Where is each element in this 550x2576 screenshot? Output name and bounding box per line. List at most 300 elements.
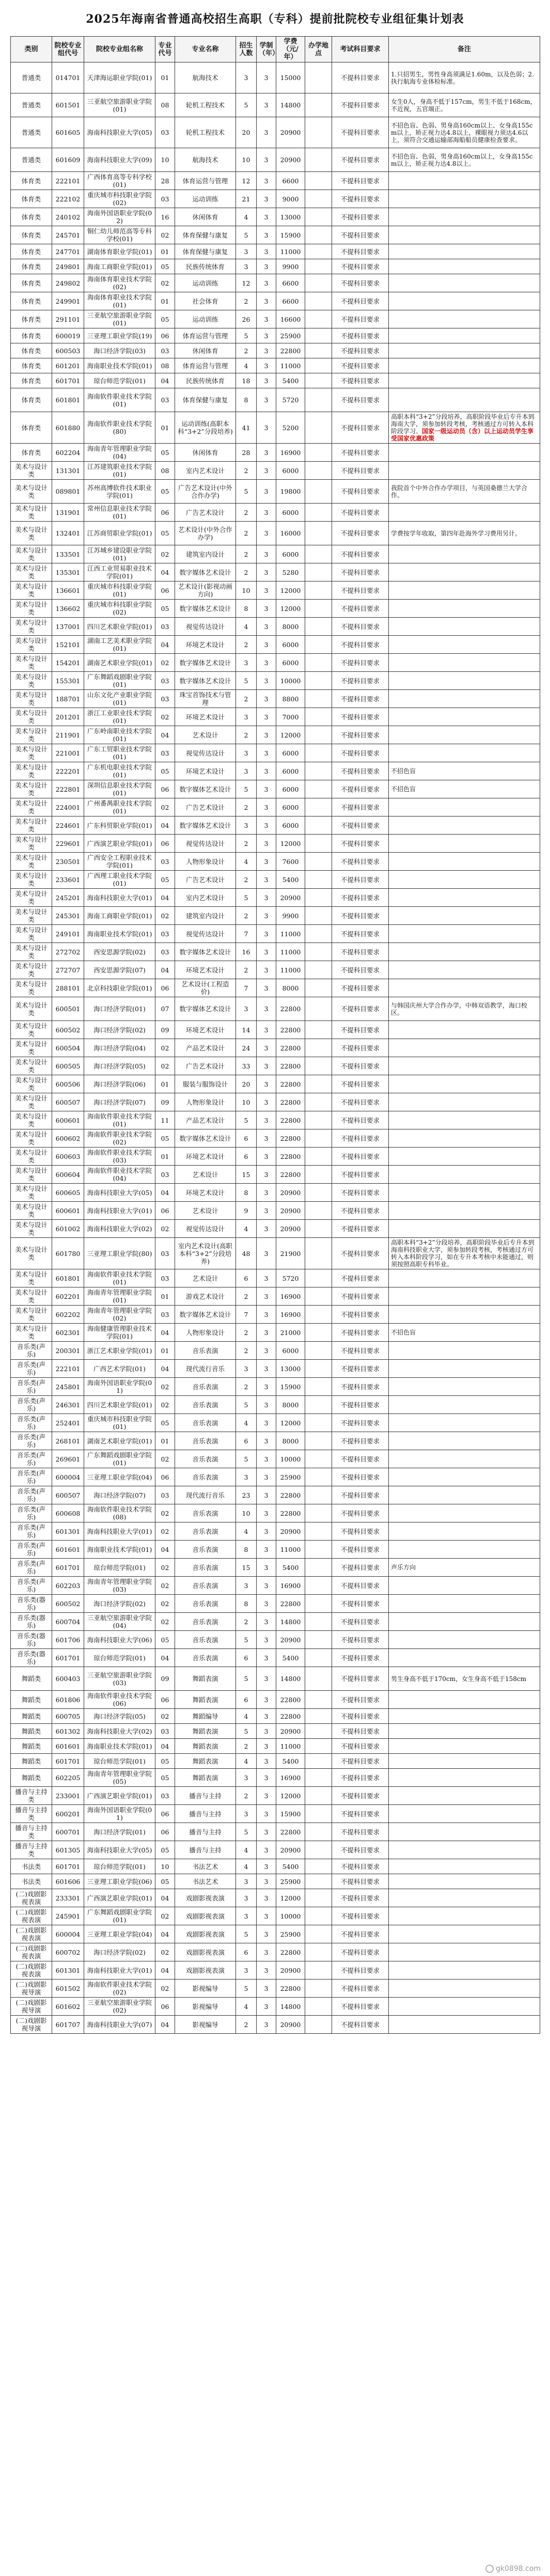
cell-subject-req: 不提科目要求	[332, 1342, 389, 1360]
cell-group-name: 苏州高博软件技术职业学院(01)	[84, 480, 155, 504]
cell-subject-req: 不提科目要求	[332, 744, 389, 762]
cell-group-code: 135301	[52, 563, 84, 582]
cell-group-code: 602301	[52, 1324, 84, 1342]
cell-location	[305, 1709, 332, 1724]
table-row	[11, 907, 540, 925]
cell-subject-req: 不提科目要求	[332, 1980, 389, 1998]
table-row	[11, 1841, 540, 1859]
cell-quota: 7	[236, 979, 257, 997]
cell-tuition: 6000	[276, 1342, 305, 1360]
cell-major-code: 04	[155, 1925, 175, 1943]
cell-major-name: 数字媒体艺术设计	[175, 997, 236, 1021]
cell-major-code: 02	[155, 1559, 175, 1577]
cell-remark	[389, 1649, 540, 1667]
cell-years: 3	[257, 1805, 276, 1823]
cell-location	[305, 871, 332, 889]
cell-years: 3	[257, 1889, 276, 1907]
cell-quota: 15	[236, 1166, 257, 1184]
cell-group-code: 233001	[52, 1787, 84, 1805]
table-row	[11, 1998, 540, 2016]
cell-group-code: 131901	[52, 504, 84, 522]
column-header: 办学地点	[305, 37, 332, 62]
cell-major-code: 08	[155, 462, 175, 480]
cell-major-code: 03	[155, 744, 175, 762]
cell-major-code: 06	[155, 835, 175, 853]
cell-major-code: 02	[155, 654, 175, 672]
cell-location	[305, 636, 332, 654]
cell-subject-req: 不提科目要求	[332, 563, 389, 582]
cell-group-name: 海南健康管理职业技术学院(01)	[84, 1324, 155, 1342]
table-row	[11, 744, 540, 762]
cell-quota: 3	[236, 816, 257, 835]
cell-group-name: 广西理工职业技术学院(01)	[84, 871, 155, 889]
cell-category: 美术与设计类	[11, 889, 52, 907]
cell-group-name: 四川艺术职业学院(01)	[84, 1396, 155, 1414]
cell-group-code: 601201	[52, 358, 84, 373]
cell-category: 体育类	[11, 358, 52, 373]
table-row	[11, 1269, 540, 1287]
cell-group-code: 600507	[52, 1093, 84, 1111]
cell-major-name: 体育运营与管理	[175, 358, 236, 373]
cell-major-name: 环境艺术设计	[175, 961, 236, 979]
cell-group-code: 224601	[52, 816, 84, 835]
cell-tuition: 5720	[276, 388, 305, 412]
cell-major-name: 音乐表演	[175, 1541, 236, 1559]
cell-quota: 3	[236, 1360, 257, 1378]
cell-tuition: 14800	[276, 1613, 305, 1631]
cell-years: 3	[257, 1823, 276, 1841]
cell-category: (二)戏剧影视表演	[11, 1961, 52, 1980]
cell-group-code: 601501	[52, 93, 84, 117]
cell-quota: 3	[236, 1769, 257, 1787]
cell-tuition: 22800	[276, 997, 305, 1021]
cell-years: 3	[257, 172, 276, 190]
cell-group-code: 601880	[52, 412, 84, 444]
cell-years: 3	[257, 961, 276, 979]
cell-major-code: 02	[155, 1522, 175, 1541]
cell-group-code: 601305	[52, 1841, 84, 1859]
cell-years: 3	[257, 373, 276, 388]
cell-tuition: 16900	[276, 1769, 305, 1787]
cell-years: 3	[257, 1943, 276, 1961]
cell-location	[305, 1943, 332, 1961]
cell-tuition: 25900	[276, 1468, 305, 1486]
cell-location	[305, 1577, 332, 1595]
cell-major-code: 02	[155, 226, 175, 244]
cell-major-name: 运动训练	[175, 310, 236, 328]
cell-location	[305, 190, 332, 208]
cell-group-code: 601780	[52, 1238, 84, 1269]
cell-location	[305, 1522, 332, 1541]
cell-tuition: 5400	[276, 1859, 305, 1874]
cell-tuition: 6000	[276, 462, 305, 480]
cell-major-name: 环境艺术设计	[175, 762, 236, 780]
cell-group-code: 601801	[52, 388, 84, 412]
cell-group-name: 海南软件职业技术学院(01)	[84, 388, 155, 412]
cell-tuition: 6600	[276, 274, 305, 292]
cell-group-code: 600602	[52, 1129, 84, 1148]
cell-remark	[389, 259, 540, 274]
cell-quota: 3	[236, 62, 257, 93]
cell-location	[305, 1649, 332, 1667]
table-row	[11, 1039, 540, 1057]
cell-category: 美术与设计类	[11, 1021, 52, 1039]
cell-group-name: 海南科技职业大学(01)	[84, 1961, 155, 1980]
cell-group-code: 602203	[52, 1577, 84, 1595]
cell-subject-req: 不提科目要求	[332, 1613, 389, 1631]
cell-major-name: 运动训练	[175, 190, 236, 208]
cell-location	[305, 835, 332, 853]
cell-location	[305, 1220, 332, 1238]
cell-tuition: 20900	[276, 1184, 305, 1202]
table-row	[11, 1787, 540, 1805]
cell-major-code: 02	[155, 1057, 175, 1075]
cell-subject-req: 不提科目要求	[332, 117, 389, 148]
cell-location	[305, 1021, 332, 1039]
cell-location	[305, 1823, 332, 1841]
cell-group-name: 广东科贸职业学院(01)	[84, 816, 155, 835]
cell-major-name: 室内艺术设计	[175, 889, 236, 907]
table-row	[11, 1874, 540, 1889]
cell-location	[305, 1057, 332, 1075]
cell-years: 3	[257, 1691, 276, 1709]
cell-major-code: 05	[155, 1754, 175, 1769]
cell-quota: 4	[236, 618, 257, 636]
table-row	[11, 654, 540, 672]
cell-quota: 4	[236, 358, 257, 373]
table-row	[11, 1360, 540, 1378]
cell-quota: 2	[236, 1613, 257, 1631]
cell-tuition: 6000	[276, 780, 305, 798]
cell-years: 3	[257, 1220, 276, 1238]
cell-quota: 3	[236, 708, 257, 726]
cell-group-name: 海南外国语职业学院(01)	[84, 1378, 155, 1396]
cell-location	[305, 1504, 332, 1522]
cell-major-name: 运动训练	[175, 274, 236, 292]
cell-major-code: 03	[155, 690, 175, 708]
cell-subject-req: 不提科目要求	[332, 1522, 389, 1541]
cell-group-name: 北京科技职业学院(01)	[84, 979, 155, 997]
cell-location	[305, 1961, 332, 1980]
cell-remark: 女生0人，身高不低于157cm，男生不低于168cm，不近视，五官端正。	[389, 93, 540, 117]
cell-quota: 5	[236, 672, 257, 690]
cell-major-code: 02	[155, 1613, 175, 1631]
cell-tuition: 22800	[276, 1111, 305, 1129]
cell-location	[305, 412, 332, 444]
cell-group-name: 海口经济学院(03)	[84, 343, 155, 358]
cell-group-name: 湖南工艺美术职业学院(01)	[84, 636, 155, 654]
cell-location	[305, 1360, 332, 1378]
column-header: 学制（年）	[257, 37, 276, 62]
cell-major-name: 广告艺术设计(中外合作办学)	[175, 480, 236, 504]
cell-group-name: 西安思源学院(07)	[84, 961, 155, 979]
cell-group-code: 245801	[52, 1378, 84, 1396]
cell-years: 3	[257, 292, 276, 310]
cell-group-code: 272702	[52, 943, 84, 961]
cell-years: 3	[257, 816, 276, 835]
cell-major-name: 环境艺术设计	[175, 1021, 236, 1039]
cell-tuition: 10000	[276, 1907, 305, 1925]
cell-major-name: 航海技术	[175, 148, 236, 172]
cell-remark	[389, 1468, 540, 1486]
cell-quota: 4	[236, 208, 257, 226]
cell-group-code: 600702	[52, 1943, 84, 1961]
cell-tuition: 7000	[276, 708, 305, 726]
cell-tuition: 22800	[276, 1486, 305, 1504]
cell-group-name: 湖南艺术职业学院(01)	[84, 654, 155, 672]
cell-subject-req: 不提科目要求	[332, 1559, 389, 1577]
cell-category: 体育类	[11, 190, 52, 208]
cell-subject-req: 不提科目要求	[332, 1202, 389, 1220]
cell-major-name: 数字媒体艺术设计	[175, 563, 236, 582]
cell-major-code: 02	[155, 274, 175, 292]
cell-category: 美术与设计类	[11, 582, 52, 600]
cell-subject-req: 不提科目要求	[332, 1287, 389, 1306]
cell-location	[305, 1805, 332, 1823]
cell-major-name: 视觉传达设计	[175, 744, 236, 762]
cell-category: 音乐类(声乐)	[11, 1342, 52, 1360]
cell-tuition: 22800	[276, 1057, 305, 1075]
cell-major-code: 06	[155, 504, 175, 522]
cell-years: 3	[257, 1129, 276, 1148]
cell-subject-req: 不提科目要求	[332, 1324, 389, 1342]
cell-location	[305, 358, 332, 373]
cell-category: 体育类	[11, 373, 52, 388]
cell-location	[305, 798, 332, 816]
cell-major-name: 播音与主持	[175, 1787, 236, 1805]
cell-major-name: 书法艺术	[175, 1859, 236, 1874]
cell-tuition: 6000	[276, 504, 305, 522]
cell-category: 美术与设计类	[11, 1202, 52, 1220]
cell-tuition: 22800	[276, 1943, 305, 1961]
cell-group-code: 601707	[52, 2016, 84, 2034]
table-row	[11, 1129, 540, 1148]
cell-subject-req: 不提科目要求	[332, 1754, 389, 1769]
table-row	[11, 172, 540, 190]
cell-group-code: 269601	[52, 1450, 84, 1468]
cell-category: 美术与设计类	[11, 545, 52, 563]
cell-category: 体育类	[11, 412, 52, 444]
cell-group-name: 海口经济学院(05)	[84, 1057, 155, 1075]
cell-remark	[389, 1166, 540, 1184]
cell-category: 美术与设计类	[11, 654, 52, 672]
cell-subject-req: 不提科目要求	[332, 835, 389, 853]
cell-category: 体育类	[11, 328, 52, 343]
cell-major-code: 01	[155, 1287, 175, 1306]
table-row	[11, 310, 540, 328]
cell-remark	[389, 582, 540, 600]
cell-subject-req: 不提科目要求	[332, 726, 389, 744]
cell-remark	[389, 1039, 540, 1057]
cell-years: 3	[257, 1432, 276, 1450]
cell-group-name: 海口经济学院(07)	[84, 1093, 155, 1111]
cell-major-name: 产品艺术设计	[175, 1039, 236, 1057]
cell-group-code: 221001	[52, 744, 84, 762]
cell-tuition: 5400	[276, 871, 305, 889]
cell-group-code: 014701	[52, 62, 84, 93]
cell-category: 音乐类(声乐)	[11, 1504, 52, 1522]
table-row	[11, 1486, 540, 1504]
cell-category: 播音与主持类	[11, 1787, 52, 1805]
cell-subject-req: 不提科目要求	[332, 1021, 389, 1039]
cell-category: 美术与设计类	[11, 744, 52, 762]
cell-years: 3	[257, 979, 276, 997]
cell-major-name: 广告艺术设计	[175, 871, 236, 889]
cell-group-name: 山东文化产业职业学院(01)	[84, 690, 155, 708]
cell-remark	[389, 816, 540, 835]
cell-remark	[389, 2016, 540, 2034]
cell-tuition: 22800	[276, 1166, 305, 1184]
cell-quota: 2	[236, 292, 257, 310]
cell-remark	[389, 563, 540, 582]
cell-remark	[389, 690, 540, 708]
cell-major-code: 02	[155, 1709, 175, 1724]
cell-remark	[389, 1306, 540, 1324]
cell-remark	[389, 1709, 540, 1724]
cell-major-code: 04	[155, 1184, 175, 1202]
cell-years: 3	[257, 208, 276, 226]
table-row	[11, 961, 540, 979]
cell-major-code: 02	[155, 907, 175, 925]
cell-category: 美术与设计类	[11, 563, 52, 582]
cell-quota: 3	[236, 1889, 257, 1907]
cell-group-name: 重庆城市科技职业学院(02)	[84, 600, 155, 618]
table-row	[11, 1450, 540, 1468]
cell-subject-req: 不提科目要求	[332, 762, 389, 780]
cell-subject-req: 不提科目要求	[332, 343, 389, 358]
cell-location	[305, 726, 332, 744]
cell-group-name: 海南职业技术学院(01)	[84, 925, 155, 943]
cell-years: 3	[257, 1414, 276, 1432]
cell-remark	[389, 1998, 540, 2016]
cell-group-code: 601301	[52, 1961, 84, 1980]
cell-subject-req: 不提科目要求	[332, 943, 389, 961]
cell-years: 3	[257, 93, 276, 117]
cell-years: 3	[257, 1769, 276, 1787]
cell-quota: 5	[236, 480, 257, 504]
cell-location	[305, 1754, 332, 1769]
cell-years: 3	[257, 412, 276, 444]
cell-years: 3	[257, 1907, 276, 1925]
cell-quota: 3	[236, 244, 257, 259]
cell-years: 3	[257, 1961, 276, 1980]
cell-group-code: 600504	[52, 1039, 84, 1057]
cell-tuition: 22800	[276, 1148, 305, 1166]
cell-category: 音乐类(声乐)	[11, 1396, 52, 1414]
cell-quota: 26	[236, 310, 257, 328]
table-row	[11, 1432, 540, 1450]
cell-quota: 5	[236, 780, 257, 798]
cell-group-code: 230501	[52, 853, 84, 871]
cell-tuition: 9900	[276, 907, 305, 925]
cell-years: 3	[257, 1709, 276, 1724]
remark-highlight: 国家一级运动员（含）以上运动员学生享受国家优惠政策	[391, 428, 534, 442]
cell-subject-req: 不提科目要求	[332, 1166, 389, 1184]
cell-years: 3	[257, 148, 276, 172]
table-row	[11, 1709, 540, 1724]
cell-major-name: 音乐表演	[175, 1414, 236, 1432]
cell-major-code: 07	[155, 997, 175, 1021]
cell-category: 美术与设计类	[11, 762, 52, 780]
cell-remark	[389, 618, 540, 636]
cell-remark	[389, 226, 540, 244]
cell-major-code: 02	[155, 1504, 175, 1522]
cell-tuition: 13000	[276, 1360, 305, 1378]
cell-group-name: 海南科技职业大学(01)	[84, 1522, 155, 1541]
cell-years: 3	[257, 1787, 276, 1805]
cell-group-name: 三亚航空旅游职业学院(01)	[84, 93, 155, 117]
table-row	[11, 1559, 540, 1577]
cell-major-name: 数字媒体艺术设计	[175, 672, 236, 690]
table-row	[11, 1754, 540, 1769]
cell-category: 音乐类(声乐)	[11, 1378, 52, 1396]
cell-subject-req: 不提科目要求	[332, 1486, 389, 1504]
cell-group-name: 海口经济学院(02)	[84, 1943, 155, 1961]
cell-group-code: 600501	[52, 997, 84, 1021]
cell-tuition: 20900	[276, 889, 305, 907]
cell-quota: 5	[236, 1450, 257, 1468]
cell-group-name: 重庆城市科技职业学院(01)	[84, 1414, 155, 1432]
cell-quota: 12	[236, 274, 257, 292]
cell-group-name: 浙江艺术职业学院(01)	[84, 1342, 155, 1360]
cell-remark	[389, 1360, 540, 1378]
cell-major-code: 02	[155, 708, 175, 726]
cell-quota: 6	[236, 1129, 257, 1148]
cell-tuition: 25900	[276, 1925, 305, 1943]
cell-tuition: 11000	[276, 961, 305, 979]
cell-major-code: 03	[155, 943, 175, 961]
cell-group-name: 海南软件职业技术学院(04)	[84, 1166, 155, 1184]
cell-major-name: 人物形象设计	[175, 1324, 236, 1342]
cell-group-code: 200301	[52, 1342, 84, 1360]
cell-group-name: 海南工商职业学院(01)	[84, 907, 155, 925]
cell-major-code: 04	[155, 2016, 175, 2034]
cell-major-name: 戏剧影视表演	[175, 1907, 236, 1925]
cell-category: 美术与设计类	[11, 1111, 52, 1129]
cell-quota: 4	[236, 1841, 257, 1859]
cell-category: (二)戏剧影视表演	[11, 1943, 52, 1961]
cell-remark	[389, 1522, 540, 1541]
cell-major-code: 04	[155, 889, 175, 907]
cell-subject-req: 不提科目要求	[332, 1667, 389, 1691]
cell-major-name: 音乐表演	[175, 1378, 236, 1396]
cell-subject-req: 不提科目要求	[332, 979, 389, 997]
cell-location	[305, 1787, 332, 1805]
cell-major-code: 02	[155, 1378, 175, 1396]
cell-location	[305, 62, 332, 93]
cell-major-name: 广告艺术设计	[175, 504, 236, 522]
cell-years: 3	[257, 780, 276, 798]
cell-tuition: 6000	[276, 654, 305, 672]
cell-category: 普通类	[11, 117, 52, 148]
cell-subject-req: 不提科目要求	[332, 1039, 389, 1057]
table-row	[11, 1504, 540, 1522]
cell-group-name: 三亚理工职业学院(04)	[84, 1468, 155, 1486]
cell-major-code: 05	[155, 1769, 175, 1787]
cell-quota: 2	[236, 1287, 257, 1306]
cell-category: 舞蹈类	[11, 1667, 52, 1691]
cell-tuition: 20900	[276, 1961, 305, 1980]
cell-major-code: 03	[155, 1306, 175, 1324]
cell-category: 美术与设计类	[11, 835, 52, 853]
cell-group-code: 601806	[52, 1691, 84, 1709]
cell-years: 3	[257, 274, 276, 292]
cell-group-code: 291101	[52, 310, 84, 328]
table-row	[11, 444, 540, 462]
cell-major-code: 06	[155, 1998, 175, 2016]
cell-years: 3	[257, 1306, 276, 1324]
cell-years: 3	[257, 62, 276, 93]
